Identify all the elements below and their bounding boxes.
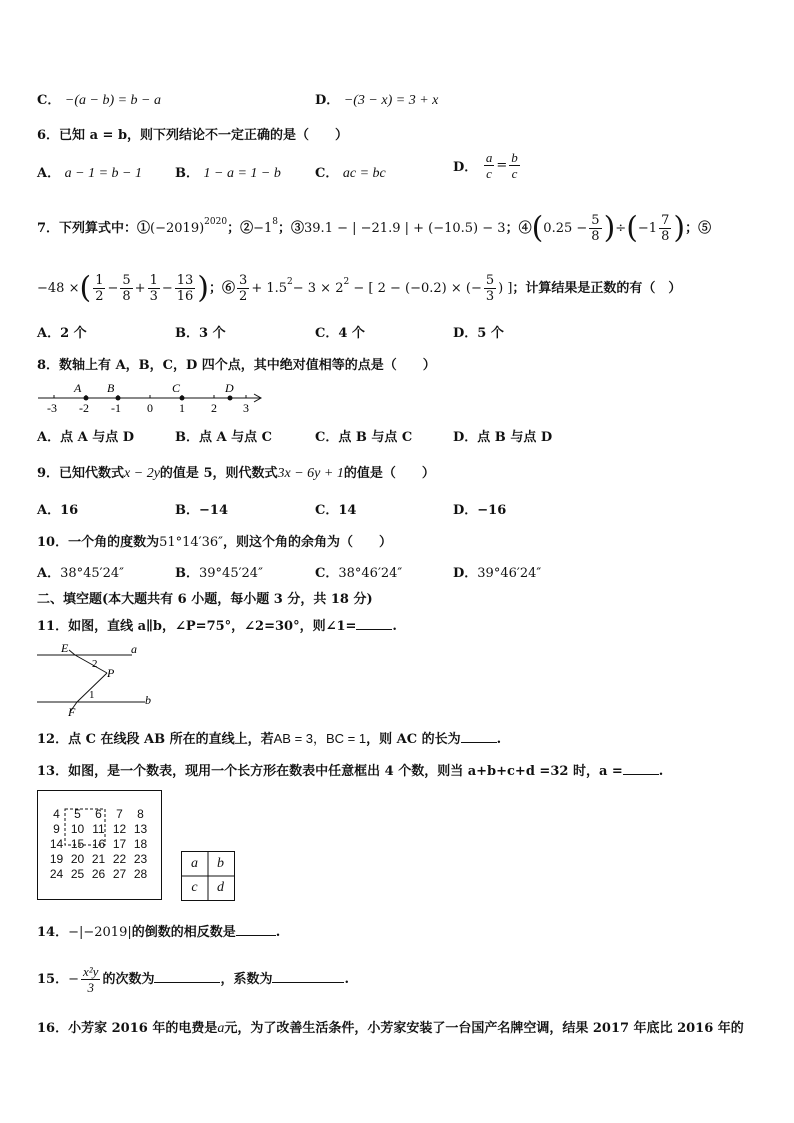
axis-tick-label: 0 xyxy=(147,401,153,415)
q13-stem: 13．如图，是一个数表，现用一个长方形在数表中任意框出 4 个数，则当 a+b+c+d =32 时，a = . xyxy=(37,764,664,779)
q6-option-a-label: A． xyxy=(37,166,61,181)
axis-tick-label: 2 xyxy=(211,401,217,415)
q5-option-c-expr: −(a − b) = b − a xyxy=(64,93,162,108)
label-b: B xyxy=(107,381,115,395)
table-cell: 10 xyxy=(70,822,85,836)
fig-label-2: 2 xyxy=(92,658,98,670)
q15-minus: − xyxy=(68,972,79,987)
q6-option-b xyxy=(175,162,281,182)
q11-blank[interactable] xyxy=(356,618,392,630)
q12-blank[interactable] xyxy=(461,731,497,743)
label-c: C xyxy=(172,381,181,395)
q10-option-a: A．38°45′24″ xyxy=(37,566,125,581)
q8-option-a: A．点 A 与点 D xyxy=(37,430,135,445)
q6-option-a xyxy=(37,162,142,182)
point-c xyxy=(180,396,185,401)
table-cell: 24 xyxy=(49,867,64,881)
q5-option-d-label: D． xyxy=(315,93,340,108)
q6-option-d-label: D． xyxy=(453,160,478,175)
axis-tick-label: -2 xyxy=(79,401,89,415)
fig-label-p: P xyxy=(107,666,115,680)
q9-stem: 9．已知代数式x − 2y的值是 5，则代数式3x − 6y + 1的值是（ ） xyxy=(37,466,435,481)
q6-option-b-expr: 1 − a = 1 − b xyxy=(203,166,281,181)
table-cell: 8 xyxy=(137,807,144,821)
table-cell: 13 xyxy=(133,822,148,836)
q5-option-d-expr: −(3 − x) = 3 + x xyxy=(343,93,439,108)
q7-item3: 39.1 − | −21.9 | + (−10.5) − 3 xyxy=(304,221,506,236)
axis-tick-label: 3 xyxy=(243,401,249,415)
q16-var: a xyxy=(217,1021,225,1036)
point-a xyxy=(84,396,89,401)
q6-option-b-label: B． xyxy=(175,166,199,181)
q7-option-c: C．4 个 xyxy=(315,326,365,341)
table-cell: 5 xyxy=(74,807,81,821)
table-cell: 27 xyxy=(112,867,127,881)
table-cell: 18 xyxy=(133,837,148,851)
table-cell: 15 xyxy=(70,837,85,851)
q9-option-a: A．16 xyxy=(37,503,79,518)
q6-option-c xyxy=(315,162,386,182)
label-d: D xyxy=(225,381,234,395)
q7-item1: $(-2019)^{2020}$ xyxy=(150,217,228,236)
fig-label-f: F xyxy=(68,705,76,718)
fig-label-a: a xyxy=(131,642,137,656)
q13-abcd-box xyxy=(181,851,235,901)
table-cell: 23 xyxy=(133,852,148,866)
q8-option-b: B．点 A 与点 C xyxy=(175,430,273,445)
q7-item4: (0.25 − $\frac{5}{8}$ )÷(−1 $\frac{7}{8}$ ) xyxy=(531,210,686,246)
q7-sep1: ；② xyxy=(227,221,254,236)
q9-option-d: D．−16 xyxy=(453,503,507,518)
q14-stem: 14．−|−2019|的倒数的相反数是 . xyxy=(37,925,281,940)
table-cell: 9 xyxy=(53,822,60,836)
section-title: 二、填空题(本大题共有 6 小题，每小题 3 分，共 18 分) xyxy=(37,592,373,607)
q6-option-d-frac1: $\frac{a}{c}$ xyxy=(485,150,493,181)
q6-option-a-expr: a − 1 = b − 1 xyxy=(64,166,142,181)
table-cell: 7 xyxy=(116,807,123,821)
q12-stem: 12．点 C 在线段 AB 所在的直线上，若AB = 3，BC = 1，则 AC 的长为 . xyxy=(37,731,502,747)
q13-cell-c: c xyxy=(191,880,198,895)
table-cell: 25 xyxy=(70,867,85,881)
q8-option-c: C．点 B 与点 C xyxy=(315,430,413,445)
q6-option-c-label: C． xyxy=(315,166,339,181)
q7-prefix: 7．下列算式中：① xyxy=(37,221,151,236)
q9-expr1: x − 2y xyxy=(124,466,160,481)
q7-sep5: ；⑥ xyxy=(209,281,236,296)
axis-tick-label: -1 xyxy=(111,401,121,415)
table-cell: 6 xyxy=(95,807,102,821)
q7-option-a: A．2 个 xyxy=(37,326,87,341)
q10-angle: 51°14′36″ xyxy=(159,535,224,550)
table-cell: 11 xyxy=(92,822,105,836)
q13-cell-a: a xyxy=(191,856,198,871)
q9-option-c: C．14 xyxy=(315,503,357,518)
q5-option-c xyxy=(37,89,161,109)
q16-stem: 16．小芳家 2016 年的电费是a元，为了改善生活条件，小芳家安装了一台国产名牌空调，结果 2017 年底比 2016 年的 xyxy=(37,1021,744,1036)
q11-figure xyxy=(37,640,157,718)
q7-suffix: ；计算结果是正数的有（ ） xyxy=(512,281,682,296)
q9-expr2: 3x − 6y + 1 xyxy=(277,466,344,481)
q15-blank-degree[interactable] xyxy=(154,971,220,983)
table-cell: 22 xyxy=(112,852,127,866)
q6-stem: 6．已知 a = b，则下列结论不一定正确的是（ ） xyxy=(37,128,349,143)
q10-stem: 10．一个角的度数为51°14′36″，则这个角的余角为（ ） xyxy=(37,535,393,550)
q7-item2: $-1^8$ xyxy=(253,217,278,236)
table-cell: 12 xyxy=(112,822,127,836)
q7-line1 xyxy=(37,206,712,246)
q7-option-b: B．3 个 xyxy=(175,326,226,341)
q14-blank[interactable] xyxy=(236,924,276,936)
label-a: A xyxy=(74,381,82,395)
axis-tick-label: -3 xyxy=(47,401,57,415)
q7-sep2: ；③ xyxy=(278,221,305,236)
axis-tick-label: 1 xyxy=(179,401,185,415)
q5-option-c-label: C． xyxy=(37,93,61,108)
table-cell: 26 xyxy=(91,867,106,881)
q7-sep3: ；④ xyxy=(505,221,532,236)
q7-line2 xyxy=(37,264,682,306)
q13-cell-b: b xyxy=(217,856,224,871)
q10-option-d: D．39°46′24″ xyxy=(453,566,542,581)
point-d xyxy=(228,396,233,401)
table-cell: 4 xyxy=(53,807,60,821)
q10-option-c: C．38°46′24″ xyxy=(315,566,403,581)
table-cell: 19 xyxy=(49,852,64,866)
table-cell: 20 xyxy=(70,852,85,866)
fig-label-1: 1 xyxy=(89,689,95,701)
q7-option-d: D．5 个 xyxy=(453,326,504,341)
point-b xyxy=(116,396,121,401)
table-cell: 28 xyxy=(133,867,148,881)
q6-option-d-frac2: $\frac{b}{c}$ xyxy=(511,150,518,181)
table-cell: 16 xyxy=(91,837,106,851)
q8-stem: 8．数轴上有 A，B，C，D 四个点，其中绝对值相等的点是（ ） xyxy=(37,358,436,373)
q15-blank-coefficient[interactable] xyxy=(272,971,344,983)
q13-cell-d: d xyxy=(217,880,224,895)
q14-expr: −|−2019| xyxy=(68,925,132,940)
q5-option-d xyxy=(315,89,438,109)
fig-label-b: b xyxy=(145,693,151,707)
q7-item6: $\frac{3}{2}$ + $1.5^2- 3 \times 2^2$ − [ 2 − (−0.2) × (− $\frac{5}{3}$ ) ] xyxy=(239,273,513,304)
q8-option-d: D．点 B 与点 D xyxy=(453,430,553,445)
table-cell: 17 xyxy=(112,837,127,851)
q7-sep4: ；⑤ xyxy=(685,221,712,236)
q7-item5: −48 ×( $\frac{1}{2}$ − $\frac{5}{8}$ + $\frac{1}{3}$ − $\frac{13}{16}$ ) xyxy=(37,270,210,306)
table-cell: 21 xyxy=(91,852,106,866)
fig-label-e: E xyxy=(61,641,69,655)
table-cell: 14 xyxy=(49,837,64,851)
q6-option-d-eq: = xyxy=(496,158,508,173)
q13-blank[interactable] xyxy=(623,763,659,775)
q15-stem: 15．− $\frac{\text{x²y}}{3}$ 的次数为 ，系数为 . xyxy=(37,964,349,995)
q8-number-line xyxy=(34,378,269,418)
q15-fraction: $\frac{\text{x²y}}{3}$ xyxy=(83,964,99,995)
q11-stem: 11．如图，直线 a∥b，∠P=75°，∠2=30°，则∠1= . xyxy=(37,619,397,634)
q6-option-d xyxy=(453,150,522,181)
q13-number-table xyxy=(37,790,162,900)
q12-expr: AB = 3，BC = 1 xyxy=(273,731,367,746)
q10-option-b: B．39°45′24″ xyxy=(175,566,263,581)
q9-option-b: B．−14 xyxy=(175,503,228,518)
q6-option-c-expr: ac = bc xyxy=(342,166,386,181)
